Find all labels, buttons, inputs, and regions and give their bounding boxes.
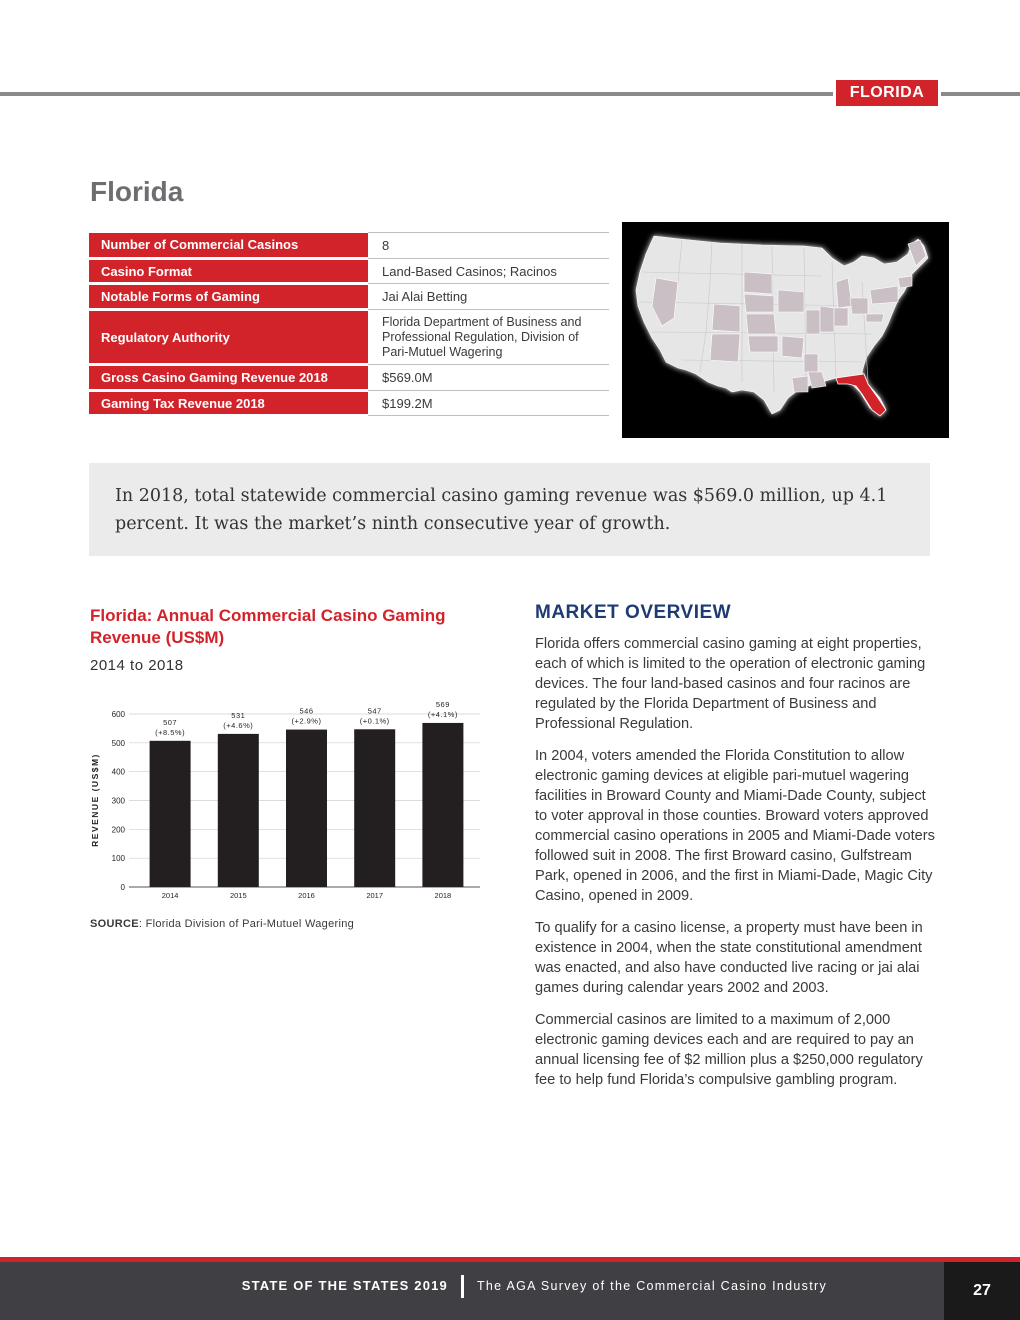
- source-text: : Florida Division of Pari-Mutuel Wagering: [138, 918, 355, 930]
- y-tick-label: 300: [111, 796, 125, 806]
- bar: [354, 729, 395, 887]
- fact-label: Notable Forms of Gaming: [89, 284, 368, 310]
- fact-label: Gross Casino Gaming Revenue 2018: [89, 365, 368, 391]
- x-tick-label: 2016: [298, 891, 315, 900]
- y-tick-label: 400: [111, 767, 125, 777]
- market-overview-body: [535, 634, 935, 1102]
- florida-highlight: [836, 374, 886, 416]
- bar: [422, 723, 463, 887]
- paragraph: In 2004, voters amended the Florida Constitution to allow electronic gaming devices at eligible pari-mutuel wagering facilities in Broward County and Miami-Dade County, subject to voter approval in those counties. Broward voters approved commercial casino operations in 2005 and Miami-Dade voters followed suit in 2008. The first Broward casino, Gulfstream Park, opened in 2006, and the first in Miami-Dade, Magic City Casino, opened in 2009.: [535, 748, 935, 904]
- chart-subtitle: 2014 to 2018: [90, 657, 184, 674]
- fact-row: [89, 365, 609, 391]
- change-label: (+0.1%): [359, 716, 390, 726]
- summary-callout: [89, 463, 930, 556]
- x-tick-label: 2018: [434, 891, 452, 900]
- page-title: Florida: [90, 176, 184, 207]
- fact-label: Gaming Tax Revenue 2018: [89, 391, 368, 416]
- fact-value: $569.0M: [368, 365, 609, 391]
- state-tab: FLORIDA: [836, 80, 938, 106]
- data-label: 531: [231, 710, 246, 720]
- chart-source: [90, 918, 354, 930]
- change-label: (+4.6%): [223, 720, 254, 730]
- us-map: [622, 222, 949, 438]
- fact-value: $199.2M: [368, 391, 609, 416]
- x-tick-label: 2015: [229, 891, 247, 900]
- callout-text: In 2018, total statewide commercial casino gaming revenue was $569.0 million, up 4.1 percent. It was the market’s ninth consecutive year of growth.: [115, 486, 888, 534]
- change-label: (+8.5%): [155, 727, 186, 737]
- fact-row: [89, 233, 609, 259]
- fact-label: Regulatory Authority: [89, 310, 368, 365]
- paragraph: Commercial casinos are limited to a maximum of 2,000 electronic gaming devices each and are required to pay an annual licensing fee of $2 million plus a $250,000 regulatory fee to help fund Florida’s compulsive gambling program.: [535, 1012, 923, 1088]
- change-label: (+4.1%): [427, 709, 458, 719]
- fact-row: [89, 391, 609, 416]
- fact-value: 8: [368, 233, 609, 259]
- y-tick-label: 0: [120, 883, 125, 892]
- x-tick-label: 2014: [161, 891, 179, 900]
- fact-value: Jai Alai Betting: [368, 284, 609, 310]
- data-label: 547: [367, 706, 382, 716]
- footer-separator: [461, 1275, 464, 1298]
- footer-report-subtitle: The AGA Survey of the Commercial Casino Industry: [477, 1279, 828, 1293]
- fact-row: [89, 259, 609, 284]
- data-label: 569: [435, 699, 450, 709]
- source-label: SOURCE: [90, 918, 139, 930]
- revenue-bar-chart: [84, 695, 484, 905]
- fact-label: Number of Commercial Casinos: [89, 233, 368, 259]
- bar: [218, 734, 259, 887]
- fact-value: Land-Based Casinos; Racinos: [368, 259, 609, 284]
- fact-row: [89, 310, 609, 365]
- y-axis-label: REVENUE (US$M): [90, 753, 100, 847]
- market-overview-title: MARKET OVERVIEW: [535, 602, 732, 623]
- footer-report-title: STATE OF THE STATES 2019: [241, 1278, 448, 1293]
- paragraph: To qualify for a casino license, a property must have been in existence in 2004, when the state constitutional amendment was enacted, and also have conducted live racing or jai alai games during calendar years 2002 and 2003.: [535, 920, 923, 996]
- y-tick-label: 500: [111, 738, 125, 748]
- page-number: 27: [944, 1262, 1020, 1320]
- data-label: 546: [299, 706, 314, 716]
- bar: [286, 730, 327, 887]
- change-label: (+2.9%): [291, 716, 322, 726]
- facts-table: [89, 232, 609, 417]
- fact-label: Casino Format: [89, 259, 368, 284]
- chart-title: Florida: Annual Commercial Casino Gaming Revenue (US$M): [90, 606, 446, 647]
- y-tick-label: 600: [111, 710, 125, 719]
- bar: [150, 741, 191, 887]
- x-tick-label: 2017: [366, 891, 384, 900]
- data-label: 507: [163, 717, 178, 727]
- y-tick-label: 200: [111, 825, 125, 835]
- fact-value: Florida Department of Business and Professional Regulation, Division of Pari-Mutuel Wagering: [368, 310, 609, 365]
- y-tick-label: 100: [111, 854, 125, 864]
- fact-row: [89, 284, 609, 310]
- us-map-graphic: [622, 222, 949, 438]
- paragraph: Florida offers commercial casino gaming at eight properties, each of which is limited to the operation of electronic gaming devices. The four land-based casinos and four racinos are regulated by the Florida Department of Business and Professional Regulation.: [535, 636, 926, 732]
